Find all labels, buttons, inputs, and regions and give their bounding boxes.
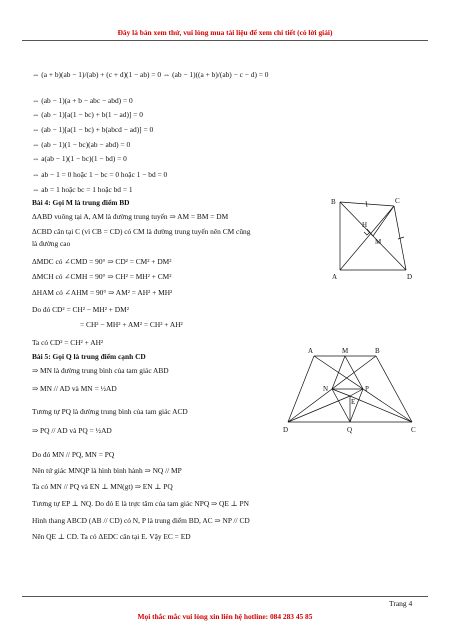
exercise-4-line-3: là đường cao (32, 239, 71, 248)
header-rule (22, 40, 428, 41)
tick-cd (398, 237, 404, 239)
exercise-4-heading: Bài 4: Gọi M là trung điểm BD (32, 198, 130, 207)
equation-line-1: ⇔ (a + b)(ab − 1)/(ab) + (c + d)(1 − ab) = 0 ⇔ (ab − 1)((a + b)/(ab) − c − d) = 0 (32, 70, 269, 79)
segment-nq (332, 389, 350, 422)
segment-mp (345, 356, 363, 389)
page-number: Trang 4 (389, 599, 413, 608)
exercise-5-line-1: ⇒ MN là đường trung bình của tam giác ABD (32, 366, 169, 375)
exercise-4-line-1: ΔABD vuông tại A, AM là đường trung tuyến ⇒ AM = BM = DM (32, 212, 229, 221)
exercise-4-line-6: ΔHAM có ∠AHM = 90° ⇒ AM² = AH² + MH² (32, 288, 173, 297)
label-p: P (365, 385, 369, 393)
tick-bc (366, 201, 367, 207)
exercise-4-line-8: = CH² − MH² + AM² = CH² + AH² (80, 320, 183, 329)
label-m: M (342, 347, 349, 355)
label-h: H (362, 221, 368, 229)
exercise-5-line-9: Hình thang ABCD (AB // CD) có N, P là trung điểm BD, AC ⇒ NP // CD (32, 516, 250, 525)
equation-line-3: ⇔ (ab − 1)[a(1 − bc) + b(1 − ad)] = 0 (32, 110, 143, 119)
equation-line-4: ⇔ (ab − 1)[a(1 − bc) + b(abcd − ad)] = 0 (32, 125, 154, 134)
label-c: C (411, 426, 416, 434)
equation-line-8: ⇔ ab = 1 hoặc bc = 1 hoặc bd = 1 (32, 185, 133, 194)
exercise-5-line-2: ⇒ MN // AD và MN = ½AD (32, 384, 117, 393)
segment-pe (350, 389, 363, 396)
hotline-banner: Mọi thắc mắc vui lòng xin liên hệ hotline: 084 283 45 85 (137, 612, 313, 621)
exercise-5-line-6: Nên tứ giác MNQP là hình bình hành ⇒ NQ // MP (32, 466, 182, 475)
label-a: A (308, 347, 314, 355)
label-n: N (323, 385, 329, 393)
equation-line-7: ⇔ ab − 1 = 0 hoặc 1 − bc = 0 hoặc 1 − bd = 0 (32, 170, 168, 179)
equation-line-2: ⇔ (ab − 1)(a + b − abc − abd) = 0 (32, 96, 133, 105)
exercise-4-line-2: ΔCBD cân tại C (vì CB = CD) có CM là đường trung tuyến nên CM cũng (32, 227, 251, 236)
exercise-5-line-10: Nên QE ⊥ CD. Ta có ΔEDC cân tại E. Vậy EC = ED (32, 532, 191, 541)
segment-ne (332, 389, 350, 396)
label-e: E (351, 398, 356, 406)
label-m: M (375, 238, 382, 246)
label-c: C (395, 197, 400, 205)
exercise-5-line-4: ⇒ PQ // AD và PQ = ½AD (32, 426, 112, 435)
footer-rule (22, 596, 428, 597)
exercise-5-figure (274, 344, 430, 438)
exercise-5-heading: Bài 5: Gọi Q là trung điểm cạnh CD (32, 352, 146, 361)
label-b: B (375, 347, 380, 355)
equation-line-6: ⇔ a(ab − 1)(1 − bc)(1 − bd) = 0 (32, 154, 127, 163)
exercise-4-line-5: ΔMCH có ∠CMH = 90° ⇒ CH² = MH² + CM² (32, 272, 172, 281)
label-d: D (407, 273, 413, 281)
exercise-5-line-5: Do đó MN // PQ, MN = PQ (32, 450, 115, 459)
exercise-4-line-7: Do đó CD² = CH² − MH² + DM² (32, 305, 129, 314)
label-a: A (332, 273, 338, 281)
exercise-4-line-9: Ta có CD² = CH² + AH² (32, 338, 104, 347)
label-d: D (283, 426, 289, 434)
segment-bc (376, 356, 412, 422)
exercise-5-line-3: Tương tự PQ là đường trung bình của tam giác ACD (32, 407, 188, 416)
label-b: B (331, 198, 336, 206)
preview-notice-banner: Đây là bản xem thử, vui lòng mua tài liệu để xem chi tiết (có lời giải) (117, 28, 333, 37)
exercise-5-line-7: Ta có MN // PQ và EN ⊥ MN(gt) ⇒ EN ⊥ PQ (32, 482, 173, 491)
equation-line-5: ⇔ (ab − 1)(1 − bc)(ab − abd) = 0 (32, 140, 131, 149)
segment-de (288, 396, 350, 422)
exercise-4-figure (318, 192, 418, 284)
exercise-4-line-4: ΔMDC có ∠CMD = 90° ⇒ CD² = CM² + DM² (32, 257, 172, 266)
segment-ac (340, 206, 394, 270)
segment-cm (373, 206, 394, 236)
segment-ec (350, 396, 412, 422)
exercise-5-line-8: Tương tự EP ⊥ NQ. Do đó E là trực tâm của tam giác NPQ ⇒ QE ⊥ PN (32, 499, 249, 508)
label-q: Q (347, 426, 353, 434)
right-angle-h (364, 232, 370, 235)
